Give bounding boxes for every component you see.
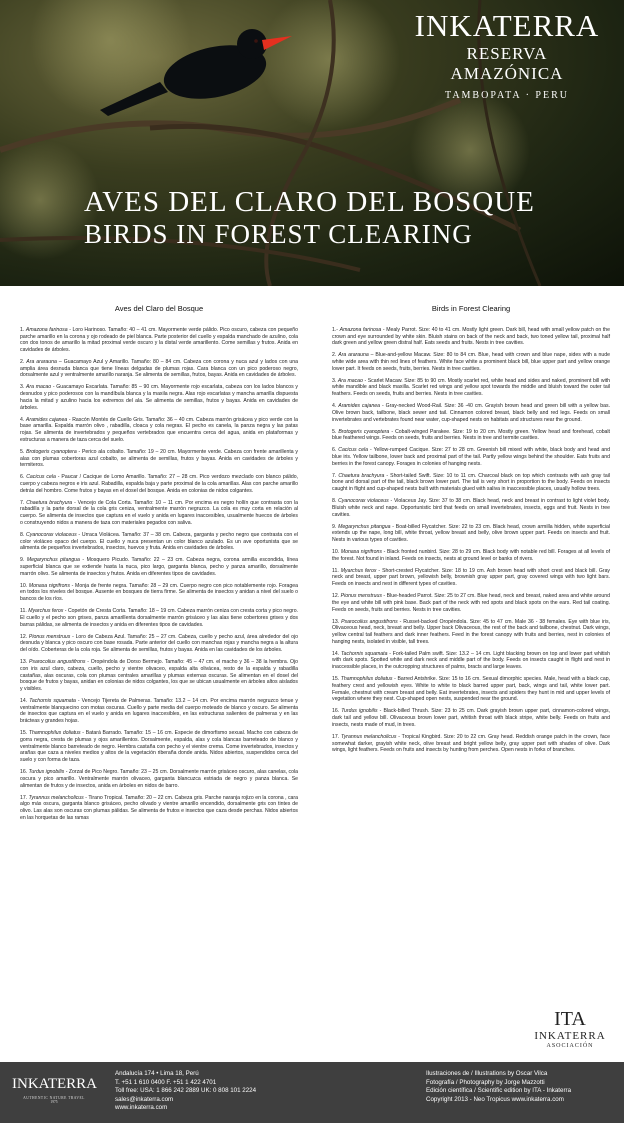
entry-number: 1.-	[332, 326, 338, 333]
footer	[0, 1062, 624, 1123]
entry-description: - Loro Harinoso. Tamaño: 40 – 41 cm. Mayormente verde pálido. Pico oscuro, cabeza con pequeño parche amarillo en la corona y ojo rodeado de piel blanca. Parte posterior del cuello y espalda manchado de azulino, cola con dos tonos de amarillo la mitad proximal verde oscuro y la distal verde amarillento. Come semillas y frutos. Anida en cavidades de árboles.	[20, 326, 299, 353]
scientific-name: Pionus menstruus	[28, 633, 71, 640]
entry-number: 5.	[332, 428, 337, 435]
inkaterra-brand	[412, 8, 602, 101]
bird-entry	[20, 698, 298, 725]
bird-entry	[332, 593, 610, 613]
bird-entry	[332, 734, 610, 754]
bird-entry	[332, 676, 610, 703]
scientific-name: Psarocolius angustifrons	[341, 618, 398, 625]
entry-description: - Paucar / Cacique de Lomo Amarillo. Tamaño: 27 – 28 cm. Pico verdozo mezclado con blanco pálido, cuerpo y cabeza negros e iris azul. Rabadilla, espalda baja y parte proximal de la cola amarillas. Alas con parche amarillo detrás del hombro. Come frutos y bayas en el dosel del bosque. Anida en colonias de nidos colgantes.	[20, 474, 298, 494]
scientific-name: Cacicus cela	[338, 447, 368, 454]
bird-entry	[20, 449, 298, 469]
entry-description: - Mealy Parrot. Size: 40 to 41 cm. Mostly light green. Dark bill, head with small yellow patch on the crown and eye surrounded by white skin. Bluish stains on back of the neck and back, two toned yellow tail, proximal half dark green and yellow green distral half. Eats seeds and fruits. Nests in tree cavities.	[332, 326, 610, 347]
entry-description: - Mosquero Picudo. Tamaño: 22 – 23 cm. Cabeza negra, corona armilla escondida, línea superficial blanca que se extiende hasta la nuca, pico largo, garganta blanca, pecho y panza amarillo, dorsalmente marrón olivo. Se alimenta de insectos y frutos. Anida en diferentes tipos de cavidades.	[20, 557, 299, 577]
entry-description: - Black fronted nunbird. Size: 28 to 29 cm. Black body with notable red bill. Forages at all levels of the forest. Not found in inland. Feeds on insects, nests at ground level or banks of rivers.	[332, 548, 610, 562]
scientific-name: Thamnophilus doliatus	[340, 676, 393, 683]
scientific-name: Amazona farinosa	[339, 326, 382, 333]
entry-number: 1.	[20, 326, 25, 333]
footer-web-link[interactable]: www.inkaterra.com	[115, 1104, 168, 1112]
entry-number: 12.	[332, 593, 340, 600]
bird-entry	[20, 417, 298, 444]
spanish-column-heading: Aves del Claro del Bosque	[114, 304, 204, 313]
entry-number: 5.	[20, 448, 25, 455]
bird-entry	[332, 498, 610, 518]
entry-number: 10.	[332, 548, 340, 555]
footer-credits	[426, 1070, 571, 1104]
entry-number: 6.	[20, 474, 25, 481]
brand-location: TAMBOPATA · PERU	[445, 90, 569, 101]
footer-address: Andalucía 174 • Lima 18, Perú	[115, 1070, 199, 1077]
scientific-name: Cyanocorax violaceus	[26, 531, 77, 538]
entry-description: - Urraca Violácea. Tamaño: 37 – 38 cm. Cabeza, garganta y pecho negro que contrasta con el color violáceo opaco del cuerpo. El cuello y nuca presentan un color blanco azulado. Es un ave oportunista que se alimenta de pequeños invertebrados, insectos, huevos y fruta. Anida en cavidades de árboles.	[20, 531, 298, 552]
scientific-name: Turdus ignobilis	[341, 708, 378, 715]
entry-description: - Fork-tailed Palm swift. Size: 13.2 – 14 cm. Light blacking brown on top and lower part whitish with dark spots. Spotted white and dark neck and middle part of the body. Feeds on insects caught in flight and nest in inaccessible places, in the outcropping structures of palms, bracts and large leaves.	[332, 650, 610, 671]
scientific-name: Megarynchus pitangua	[338, 523, 391, 530]
bird-entry	[332, 524, 610, 544]
scientific-name: Amazona farinosa	[25, 326, 68, 333]
scientific-name: Chaetura brachyura	[26, 499, 73, 506]
entry-description: - Monja de frente negra. Tamaño: 28 – 29 cm. Cuerpo negro con pico notablemente rojo. Foragea en todos los niveles del bosque. Ausente en bosques de tierra firme. Se alimenta de insectos y anidan a nivel del suelo o bancos de los ríos.	[20, 582, 298, 603]
scientific-name: Tachornis squamata	[340, 650, 388, 657]
bird-entry	[20, 384, 298, 411]
entry-description: - Vencejo de Cola Corta. Tamaño: 10 – 11 cm. Por encima es negro hollín que contrasta con la rabadilla y la parte dorsal de la cola gris ceniza, ventralmente marrón negruzco. La cola es muy corta en relación al cuerpo. Se alimenta de insectos que captura en el vuelo y anida en lugares inaccesibles, usualmente huecos de árboles o construyendo nidos a manera de taza con materiales pegados con saliva.	[20, 499, 298, 526]
footer-logo-name: INKATERRA	[12, 1076, 97, 1092]
footer-logo	[12, 1076, 96, 1104]
entry-description: – Guacamayo Azul y Amarillo. Tamaño: 80 – 84 cm. Cabeza con corona y nuca azul y lados con una amplia área desnuda blanca que tiene líneas delgadas de plumas rojas. Cara blanca con un pico poderoso negro, dorsalmente azul y ventralmente amarillo naranja. Se alimenta de semillas, frutos, bayas. Anida en cavidades de árboles.	[20, 358, 299, 379]
entry-description: - Vencejo Tijereta de Palmeras. Tamaño: 13.2 – 14 cm. Por encima marrón negruzco tenue y ventralmente blanquecino con motas oscuras. Cuello y parte media del cuerpo moteado de blanco y oscuro. Se alimenta de insectos que captura en el vuelo y anida en lugares inaccesibles, en las estructuras salientes de palmeras y en las brácteas y grandes hojas.	[20, 697, 298, 725]
scientific-name: Aramides cajanea	[338, 403, 380, 410]
entry-description: - Tropical Kingbird. Size: 20 to 22 cm. Gray head. Reddish orange patch in the crown, face somewhat darker, grayish white neck, olive breast and bright yellow belly, gray upper part with shades of olive. Dark wings, light feathers. Feeds on fruits and insects by hunting from perches. Open nests in forks of branches.	[332, 733, 610, 754]
entry-number: 15.	[20, 730, 28, 737]
bird-entry	[332, 549, 610, 563]
entry-number: 8.	[332, 498, 337, 505]
scientific-name: Cacicus cela	[26, 474, 56, 481]
scientific-name: Thamnophilus doliatus	[28, 730, 81, 737]
entry-number: 10.	[20, 582, 28, 589]
poster-titles	[84, 186, 535, 250]
ita-sub: ASOCIACIÓN	[546, 1043, 594, 1049]
entry-description: - Blue-headed Parrot. Size: 25 to 27 cm. Blue head, neck and breast, naked area and white around the eye and white bill with pink base. Back part of the neck with red spots and black spots on the ears. Red tail coating. Feeds on seeds, fruits and berries. Nests in tree cavities.	[332, 593, 610, 613]
credit-photography: Fotografía / Photography by Jorge Mazzotti	[426, 1078, 545, 1086]
bird-entry	[20, 659, 298, 693]
bird-entry	[332, 651, 610, 671]
entry-number: 11.	[332, 567, 339, 574]
entry-number: 9.	[332, 523, 337, 530]
bird-entry	[332, 619, 610, 646]
entry-number: 13.	[20, 659, 28, 665]
entry-description: – Blue-and-yellow Macaw. Size: 80 to 84 cm. Blue, head with crown and blue nape, sides with a nude white wide area with thin red lines of feathers. White face white a prominent black bill, blue upper part and yellow orange lower part. It feeds on seeds, fruits, berries. Nests in tree cavities.	[332, 352, 610, 372]
entry-description: - Rascón Montés de Cuello Gris. Tamaño: 36 – 40 cm. Cabeza marrón grisácea y pico verde con la base amarilla. Espalda marrón olivo , rabadilla, cloaca y cola negras. El pecho es canela, la panza negra y las patas rojas. Se alimenta de invertebrados y pequeños vertebrados que encuentra cerca del agua, anida en plataformas y estructuras a manera de taza cerca del suelo.	[20, 416, 298, 443]
brand-name: INKATERRA	[414, 8, 600, 43]
entry-description: - Copetón de Cresta Corta. Tamaño: 18 – 19 cm. Cabeza marrón ceniza con cresta corta y pico negro. El cuello y el pecho son grises, panza amarillenta dorsalmente marrón grisáceo y las alas tiene cobertores grises y dos barras pálidas, se alimenta de insectos y anida en diferentes tipos de cavidades.	[20, 608, 298, 628]
bird-entry	[332, 447, 610, 467]
entry-description: - Guacamayo Escarlata. Tamaño: 85 – 90 cm. Mayormente rojo escarlata, cabeza con los lados blancos y desnudos y pico poderosos con la mandíbula blanca y la maxila negra. Alas rojo escarlatas y mancha amarilla dispuesta hacia la mitad y azulino hacia los extremos del ala. Se alimenta de semillas, frutos y bayas. Anida en cavidades de árboles.	[20, 384, 298, 411]
english-column	[332, 306, 610, 759]
scientific-name: Pionus menstruus	[340, 593, 382, 600]
hero-photo	[0, 0, 624, 286]
bird-entry	[332, 473, 610, 493]
bird-entry	[20, 532, 298, 552]
bird-entry	[332, 352, 610, 372]
entry-number: 14.	[20, 697, 28, 704]
english-entries	[332, 327, 610, 754]
title-english: BIRDS IN FOREST CLEARING	[84, 219, 473, 249]
scientific-name: Psarocolius angustifrons	[28, 659, 86, 665]
bird-entry	[20, 557, 298, 577]
entry-description: - Russet-backed Oropéndola. Size: 45 to 47 cm. Male 36 - 38 females. Eye with blue iris, Olivaceous head, neck, breast and belly. Upper back Olivaceous, the rest of the back and tailbone, chestnut. Dark wings, yellow central tail feathers and dark inner feathers. Feed in the forest canopy with fruits and berries, nest in colonies of hanging nests, isolated in visible, tall trees.	[332, 618, 610, 645]
bird-entry	[20, 500, 298, 527]
footer-phone: T. +51 1 610 0400 F. +51 1 422 4701	[115, 1078, 217, 1086]
bird-entry	[20, 795, 298, 822]
entry-number: 4.	[20, 416, 25, 423]
entry-number: 7.	[20, 499, 25, 506]
footer-tagline: AUTHENTIC NATURE TRAVEL	[23, 1096, 85, 1100]
credit-copyright: Copyright 2013 - Neo Tropicus www.inkaterra.com	[426, 1095, 564, 1103]
bird-entry	[20, 327, 298, 354]
entry-description: - Tirano Tropical. Tamaño: 20 – 22 cm. Cabeza gris. Parche naranja rojizo en la corona , cara algo más oscura, garganta blanco grisáceo, pecho olivado y vientre amarillo encendido, dorsalmente gris con tintes de olivo. Las alas son oscuras con plumas pálidas. Se alimenta de frutos e insectos que caza desde perchas. Nidos abiertos en las horquetas de las ramas	[20, 794, 298, 821]
entry-description: - Barred Antshrike. Size: 15 to 16 cm. Sexual dimorphic species. Male, head with a black cap, feathery crest and yellowish eyes. White to white to black barred upper part, back, wings and tail, white lower part. Female, chestnut with cream breast and belly. Eat invertebrates, insects and spiders they hunt in mid and upper levels of vegetation where they nest. Cup-shaped open nests, suspended near the ground.	[332, 676, 610, 703]
scientific-name: Turdus ignobilis	[28, 769, 65, 776]
scientific-name: Brotogeris cyanoptera	[338, 428, 390, 435]
scientific-name: Myarchus ferox	[28, 608, 64, 615]
entry-description: - Cobalt-winged Parakee. Size: 19 to 20 cm. Mostly green. Yellow head and forehead, cobalt blue feathered wings. Feeds on seeds, fruits and berries. Nests in tree and termite cavities.	[332, 428, 610, 442]
entry-number: 2.	[20, 358, 25, 365]
entry-number: 13.	[332, 618, 340, 625]
english-column-heading: Birds in Forest Clearing	[431, 304, 511, 313]
bird-entry	[20, 634, 298, 654]
brand-reserve: RESERVA AMAZÓNICA	[450, 44, 564, 83]
scientific-name: Myarchus ferox	[340, 567, 377, 574]
bird-entry	[20, 730, 298, 764]
scientific-name: Brotogeris cyanoptera	[26, 448, 77, 455]
scientific-name: Ara ararauna	[26, 358, 57, 365]
scientific-name: Tyrannus melancholicus	[340, 733, 397, 740]
entry-number: 17.	[20, 794, 28, 801]
scientific-name: Aramides cajanea	[25, 416, 68, 423]
scientific-name: Monasa nigrifrons	[28, 582, 70, 589]
entry-number: 16.	[20, 769, 28, 776]
entry-description: - Yellow-rumped Cacique. Size: 27 to 28 cm. Greenish bill mixed with white, black body and head and blue iris. Yellow tailbone, lower back and proximal part of the tail. Partly yellow wings behind the shoulder. Eats fruits and berries in the forest canopy. Forages in colonies of hanging nests.	[332, 447, 610, 467]
entry-number: 11.	[20, 608, 27, 615]
entry-number: 3.	[20, 384, 25, 391]
scientific-name: Monasa nigrifrons	[340, 548, 382, 555]
bird-entry	[20, 769, 298, 789]
entry-number: 12.	[20, 633, 28, 640]
footer-tollfree: Toll free: USA: 1 866 242 2889 UK: 0 808 101 2224	[115, 1087, 257, 1095]
entry-number: 4.	[332, 403, 337, 410]
scientific-name: Ara macao	[337, 377, 363, 384]
bird-entry	[20, 608, 298, 628]
entry-number: 9.	[20, 557, 25, 564]
bird-entry	[332, 403, 610, 423]
footer-email-link[interactable]: sales@inkaterra.com	[115, 1095, 174, 1103]
entry-description: - Oropéndola de Dorso Bermejo. Tamaño: 45 – 47 cm. el macho y 36 – 38 la hembra. Ojo con iris azul claro, cabeza, cuello, pecho y vientre olivaceo, espalda alta olivácea, resto de la espalda y rabadilla castañas, alas oscuras, cola con plumas centrales amarillas y plumas externas oscuras. Se alimentan en el dosel del bosque de frutos y bayas, anidan en colonias de nidos colgantes, los que se ubican usualmente en árboles altos aislados y visibles.	[20, 659, 298, 692]
credit-illustrations: Ilustraciones de / Illustrations by Oscar Vilca	[426, 1070, 548, 1077]
entry-number: 6.	[332, 447, 337, 454]
entry-description: - Loro de Cabeza Azul. Tamaño: 25 – 27 cm. Cabeza, cuello y pecho azul, área alrededor del ojo desnuda y blanca y pico oscuro con base rosada. Parte anterior del cuello con manchas rojas y mancha negra a la altura del oído. Coberteras de la cola roja. Se alimenta de semillas, frutos y bayas. Anida en las cavidades de los árboles.	[20, 633, 298, 654]
ita-logo	[530, 1008, 610, 1049]
scientific-name: Ara macao	[26, 384, 52, 391]
entry-description: - Black-billed Thrush. Size: 23 to 25 cm. Dark grayish brown upper part, cinnamon-colored wings, dark tail and yellow bill. Olivaceous brown lower part, whitish throat with black stripe, white belly. Feeds on fruits and insects, nests made of mud, in trees.	[332, 708, 610, 728]
entry-description: - Batará Barrado. Tamaño: 15 – 16 cm. Especie de dimorfismo sexual. Macho con cabeza de gorra negra, cresta de plumas y ojos amarillentos. Dorsalmente, espalda, alas y cola blancas barreteado de blanco y ventralmente blanco barreteado de negro. Hembra castaña con pecho y el vientre crema. Come invertebrados, insectos y arañas que caza a niveles medios y altos de la vegetación riberaña donde anida. Nidos abiertos, suspendidos cerca del suelo y con forma de taza.	[20, 730, 298, 764]
title-spanish: AVES DEL CLARO DEL BOSQUE	[84, 186, 535, 218]
scientific-name: Tachornis squamata	[29, 697, 76, 704]
entry-description: - Violaceus Jay. Size: 37 to 38 cm. Black head, neck and breast in contrast to light violet body. Bluish white neck and nape. Opportunistic bird that feeds on small invertebrates, insects, eggs and fruit. Nests in tree cavities.	[332, 498, 610, 518]
entry-description: - Boat-billed Flycatcher. Size: 22 to 23 cm. Black head, crown armilla hidden, white superficial extends up the nape, long bill, white throat, yellow breast and belly, olive brown upper part. Feeds on insects and fruit. Nests in various types of cavities.	[332, 523, 610, 543]
bird-entry	[332, 568, 610, 588]
bird-entry	[332, 327, 610, 347]
entry-description: - Scarlet Macaw. Size: 85 to 90 cm. Mostly scarlet red, white head and sides and naked, prominent bill with white mandible and black maxilla. Scarlet red wings and yellow spot towards the middle and bluish toward the outer tail feathers. Feeds on seeds, fruits and berries. Nests in tree cavities.	[332, 377, 610, 398]
entry-number: 7.	[332, 472, 337, 479]
scientific-name: Chaetura brachyura	[338, 472, 385, 479]
entry-number: 2.	[332, 352, 337, 359]
entry-number: 3.	[332, 377, 337, 384]
ita-brand: INKATERRA	[534, 1030, 606, 1042]
scientific-name: Megarynchus pitangua	[26, 557, 80, 564]
scientific-name: Cyanocorax violaceus	[338, 498, 389, 505]
entry-description: - Short-crested Flycatcher. Size: 18 to 19 cm. Ash brown head with short crest and black bill. Gray neck and breast, upper part brown, yellowish belly, brownish gray upper part, gray covered wings with two light bars. Feeds on insects and nest in different types of cavities.	[332, 567, 610, 588]
entry-number: 16.	[332, 708, 340, 715]
entry-description: - Gray-necked Wood-Rail. Size: 36 -40 cm. Grayish brown head and green bill with a yellow bas. Olive brown back, tailbone, black sewer and tail. Cinnamon colored breast, black belly and red legs. Feeds on small invertebrates and vertebrates found near water, cup-shaped nests on habitats and structures near the ground.	[332, 403, 611, 423]
entry-description: - Short-tailed Swift. Size: 10 to 11 cm. Charcoal black on top which contrasts with ash gray tail bone and dorsal part of the tail, black brown lower part. The tail is very short in proportion to the body. Feeds on insects caught in flight and cup-shaped nests built with materials glued with saliva in inaccessible places, usually hollow trees.	[332, 472, 610, 493]
spanish-entries	[20, 327, 298, 822]
bird-entry	[332, 429, 610, 443]
bird-entry	[20, 583, 298, 603]
spanish-column	[20, 306, 298, 827]
bird-entry	[20, 474, 298, 494]
entry-number: 8.	[20, 531, 25, 538]
entry-description: - Perico ala cobalto. Tamaño: 19 – 20 cm. Mayormente verde. Cabeza con frente amarillenta y alas con plumas cobertoras azul cobalto, se alimenta de semillas, frutos y bayas. Anida en cavidades de árboles y termiteros.	[20, 448, 298, 469]
scientific-name: Ara ararauna	[338, 352, 369, 359]
footer-year: 1975	[50, 1100, 58, 1104]
credit-scientific: Edición científica / Scientific edition by ITA - Inkaterra	[426, 1087, 572, 1095]
bird-entry	[20, 359, 298, 379]
entry-number: 15.	[332, 676, 340, 683]
footer-contact	[115, 1070, 256, 1113]
entry-description: - Zorzal de Pico Negro. Tamaño: 23 – 25 cm. Dorsalmente marrón grisáceo oscuro, alas canelas, cola oscura y pico amarillo. Ventralmente marrón olivaceo, garganta blancuzca estriada de negro y panza blanca. Se alimentan de frutos y de insectos, anida en árboles en nidos de barro.	[20, 769, 298, 789]
bird-entry	[332, 378, 610, 398]
scientific-name: Tyrannus melancholicus	[28, 794, 84, 801]
ita-name: ITA	[554, 1008, 586, 1030]
entry-number: 14.	[332, 650, 340, 657]
entry-number: 17.	[332, 733, 340, 740]
bird-entry	[332, 708, 610, 728]
